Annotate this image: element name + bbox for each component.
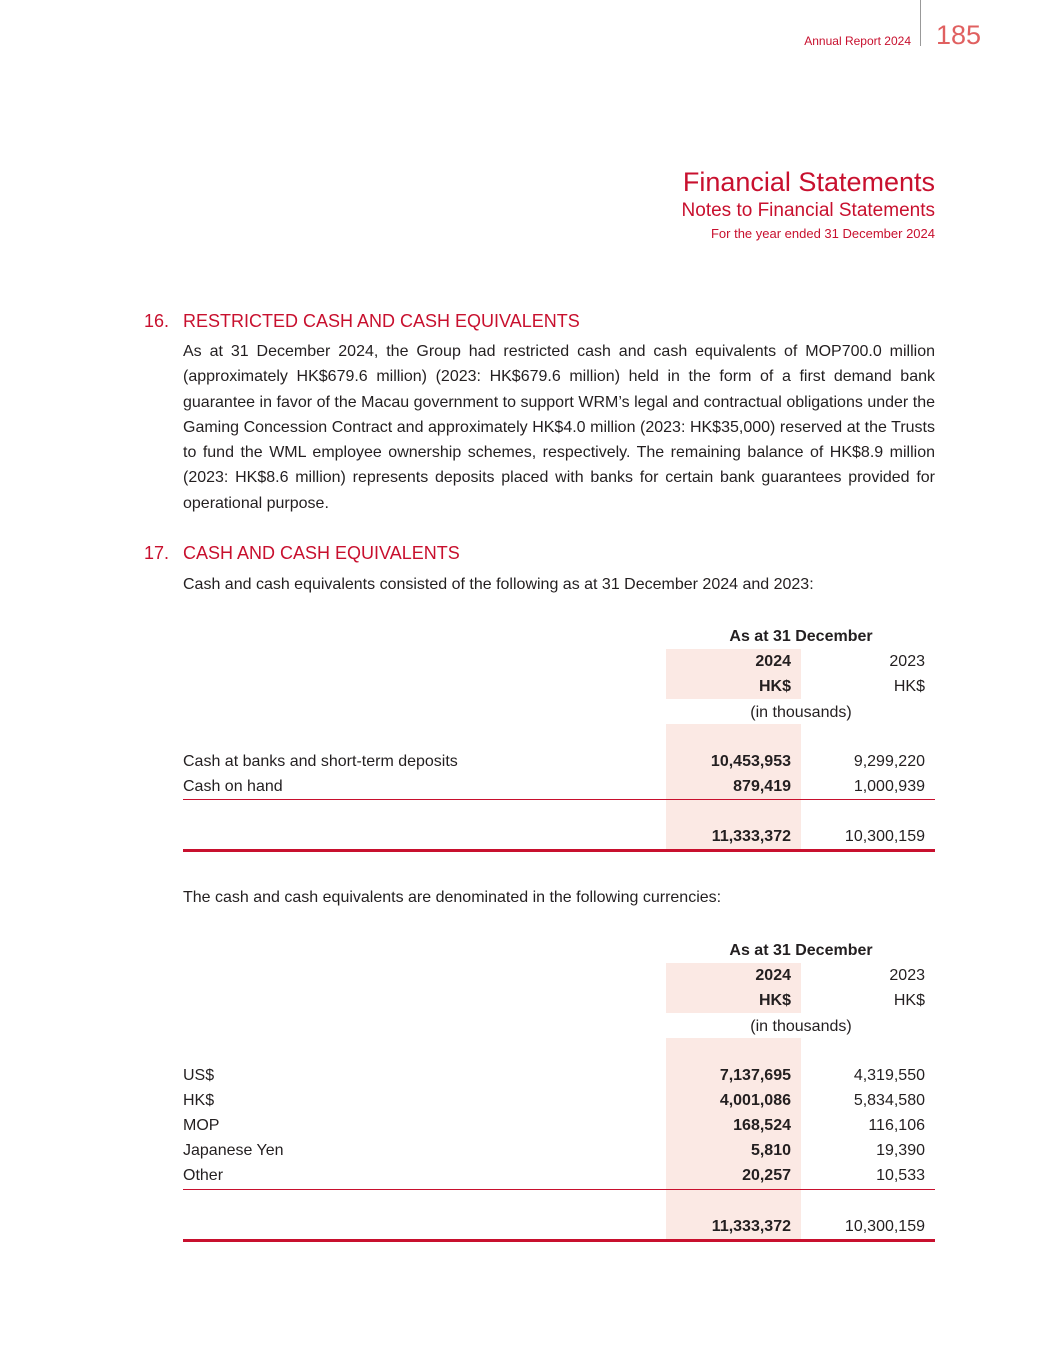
table-row [183, 1088, 935, 1113]
row-label: MOP [183, 1117, 220, 1134]
table-header-scale [183, 1014, 935, 1039]
table-row [183, 749, 935, 774]
row-label: Cash on hand [183, 778, 283, 795]
total-rule [183, 1239, 935, 1242]
year-2023-header: 2023 [889, 653, 925, 670]
title-block [682, 166, 935, 244]
row-label: Japanese Yen [183, 1142, 284, 1159]
scale-label: (in thousands) [750, 1018, 852, 1035]
row-label: HK$ [183, 1092, 215, 1109]
total-rule [183, 849, 935, 852]
note-16-body: As at 31 December 2024, the Group had restricted cash and cash equivalents of MOP700.0 million (approximately HK$679.6 million) (2023: HK$679.6 million) held in the form of a first demand bank guarantee in favor of the Macau government to support WRM’s legal and contractual obligations under the Gaming Concession Contract and approximately HK$4.0 million (2023: HK$35,000) reserved at the Trusts to fund the WML employee ownership schemes, respectively. The remaining balance of HK$8.9 million (2023: HK$8.6 million) represents deposits placed with banks for certain bank guarantees provided for operational purpose. [183, 343, 935, 512]
note-title: RESTRICTED CASH AND CASH EQUIVALENTS [183, 311, 580, 331]
value-2023: 5,834,580 [853, 1092, 925, 1109]
column-group-label: As at 31 December [729, 942, 873, 959]
subtotal-rule [183, 799, 935, 800]
header-divider [920, 0, 921, 46]
value-2024: 4,001,086 [719, 1092, 791, 1109]
value-2023: 4,319,550 [853, 1067, 925, 1084]
value-2024: 879,419 [733, 778, 791, 795]
note-16 [144, 309, 935, 516]
total-row [183, 824, 935, 849]
row-label: Other [183, 1167, 224, 1184]
note-number: 17. [144, 543, 170, 563]
note-title: CASH AND CASH EQUIVALENTS [183, 543, 460, 563]
column-group-label: As at 31 December [729, 628, 873, 645]
value-2024: 20,257 [742, 1167, 791, 1184]
total-2024: 11,333,372 [711, 828, 791, 845]
value-2023: 9,299,220 [853, 753, 925, 770]
page-number: 185 [936, 20, 982, 50]
table-header-group [183, 624, 935, 649]
reporting-period: For the year ended 31 December 2024 [710, 226, 935, 241]
total-2023: 10,300,159 [844, 828, 925, 845]
row-label: US$ [183, 1067, 215, 1084]
currency-intro-text: The cash and cash equivalents are denominated in the following currencies: [183, 889, 722, 906]
currency-denomination-table [183, 938, 935, 1244]
unit-2024: HK$ [758, 678, 791, 695]
value-2023: 1,000,939 [853, 778, 925, 795]
total-2024: 11,333,372 [711, 1218, 791, 1235]
year-2023-header: 2023 [889, 967, 925, 984]
report-label: Annual Report 2024 [804, 34, 911, 48]
value-2023: 116,106 [868, 1117, 925, 1134]
table-header-units [183, 988, 935, 1013]
value-2024: 168,524 [733, 1117, 791, 1134]
table-header-group [183, 938, 935, 963]
note-number: 16. [144, 311, 170, 331]
note-17-intro: Cash and cash equivalents consisted of the following as at 31 December 2024 and 2023: [183, 576, 814, 593]
unit-2024: HK$ [758, 992, 791, 1009]
value-2024: 10,453,953 [710, 753, 791, 770]
note-17 [144, 541, 935, 597]
cash-composition-table [183, 624, 935, 854]
table-header-units [183, 674, 935, 699]
table-row [183, 774, 935, 799]
table-row [183, 1063, 935, 1088]
table-row [183, 1113, 935, 1138]
value-2024: 5,810 [750, 1142, 791, 1159]
subtotal-rule [183, 1189, 935, 1190]
note-17-heading [144, 541, 935, 565]
row-label: Cash at banks and short-term deposits [183, 753, 458, 770]
unit-2023: HK$ [893, 992, 925, 1009]
value-2024: 7,137,695 [719, 1067, 791, 1084]
year-2024-header: 2024 [755, 653, 791, 670]
year-2024-header: 2024 [755, 967, 791, 984]
table-header-years [183, 963, 935, 988]
table-header-scale [183, 700, 935, 725]
total-row [183, 1214, 935, 1239]
table-row [183, 1138, 935, 1163]
value-2023: 10,533 [876, 1167, 925, 1184]
currency-intro [144, 885, 935, 910]
note-16-heading [144, 309, 935, 333]
unit-2023: HK$ [893, 678, 925, 695]
scale-label: (in thousands) [750, 704, 852, 721]
total-2023: 10,300,159 [844, 1218, 925, 1235]
document-subtitle: Notes to Financial Statements [681, 200, 935, 221]
value-2023: 19,390 [876, 1142, 925, 1159]
table-header-years [183, 649, 935, 674]
table-row [183, 1163, 935, 1188]
document-title: Financial Statements [682, 167, 935, 197]
